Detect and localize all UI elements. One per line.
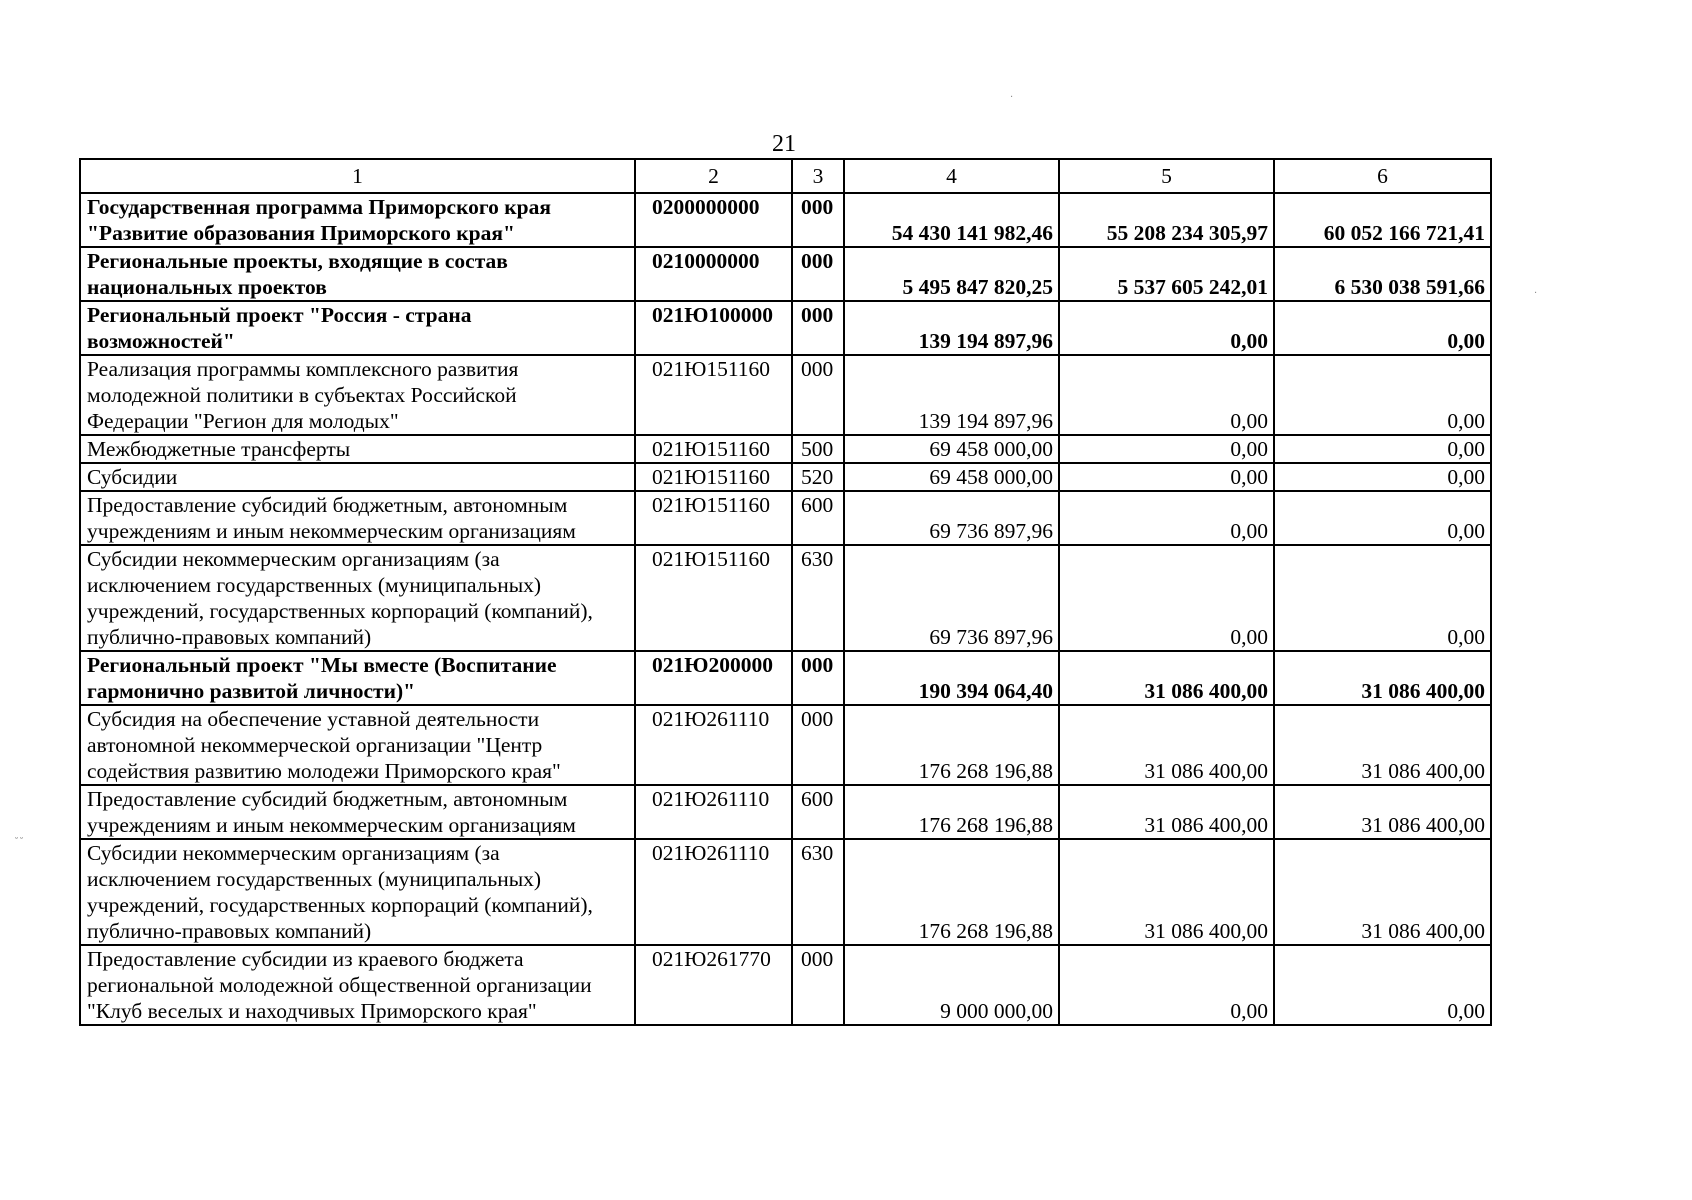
- item-name: [80, 301, 635, 355]
- item-name-line: учреждений, государственных корпораций (компаний),: [87, 893, 593, 917]
- header-cell-4: 4: [844, 159, 1059, 193]
- amount-col-5: 5 537 605 242,01: [1059, 247, 1274, 301]
- target-code: 021Ю151160: [635, 463, 792, 491]
- table-row: [80, 785, 1491, 839]
- target-code: 021Ю151160: [635, 355, 792, 435]
- target-code: 021Ю261110: [635, 839, 792, 945]
- table-row: [80, 945, 1491, 1025]
- item-name-line: Государственная программа Приморского края: [87, 195, 552, 219]
- amount-col-5: 0,00: [1059, 355, 1274, 435]
- amount-col-6: 31 086 400,00: [1274, 785, 1491, 839]
- item-name: [80, 463, 635, 491]
- table-row: [80, 193, 1491, 247]
- item-name-line: Предоставление субсидий бюджетным, автономным: [87, 787, 568, 811]
- amount-col-5: 31 086 400,00: [1059, 785, 1274, 839]
- header-cell-3: 3: [792, 159, 844, 193]
- amount-col-5: 0,00: [1059, 945, 1274, 1025]
- item-name-line: учреждений, государственных корпораций (компаний),: [87, 599, 593, 623]
- amount-col-5: 0,00: [1059, 435, 1274, 463]
- amount-col-6: 31 086 400,00: [1274, 839, 1491, 945]
- table-row: [80, 651, 1491, 705]
- amount-col-6: 6 530 038 591,66: [1274, 247, 1491, 301]
- expense-type-code: 000: [792, 651, 844, 705]
- item-name-line: Региональные проекты, входящие в состав: [87, 249, 508, 273]
- item-name-line: возможностей": [87, 329, 235, 353]
- expense-type-code: 000: [792, 945, 844, 1025]
- scan-speck: ·: [1534, 288, 1538, 299]
- expense-type-code: 000: [792, 355, 844, 435]
- table-row: [80, 435, 1491, 463]
- target-code: 021Ю100000: [635, 301, 792, 355]
- scan-speck: ˘˘: [14, 837, 24, 848]
- item-name-line: Субсидия на обеспечение уставной деятельности: [87, 707, 540, 731]
- item-name-line: региональной молодежной общественной организации: [87, 973, 592, 997]
- expense-type-code: 000: [792, 301, 844, 355]
- table-row: [80, 491, 1491, 545]
- item-name-line: Предоставление субсидий бюджетным, автономным: [87, 493, 568, 517]
- target-code: 021Ю261110: [635, 785, 792, 839]
- amount-col-4: 139 194 897,96: [844, 301, 1059, 355]
- header-cell-2: 2: [635, 159, 792, 193]
- item-name-line: "Клуб веселых и находчивых Приморского края": [87, 999, 537, 1023]
- expense-type-code: 500: [792, 435, 844, 463]
- item-name-line: "Развитие образования Приморского края": [87, 221, 515, 245]
- item-name: [80, 651, 635, 705]
- item-name: [80, 785, 635, 839]
- header-cell-6: 6: [1274, 159, 1491, 193]
- target-code: 021Ю151160: [635, 491, 792, 545]
- amount-col-6: 0,00: [1274, 301, 1491, 355]
- amount-col-4: 69 458 000,00: [844, 463, 1059, 491]
- item-name-line: Субсидии некоммерческим организациям (за: [87, 547, 500, 571]
- amount-col-5: 31 086 400,00: [1059, 839, 1274, 945]
- amount-col-6: 0,00: [1274, 435, 1491, 463]
- item-name-line: исключением государственных (муниципальных): [87, 573, 542, 597]
- item-name-line: исключением государственных (муниципальных): [87, 867, 542, 891]
- header-row: [80, 159, 1491, 193]
- amount-col-5: 31 086 400,00: [1059, 651, 1274, 705]
- amount-col-5: 31 086 400,00: [1059, 705, 1274, 785]
- item-name: [80, 705, 635, 785]
- amount-col-4: 176 268 196,88: [844, 839, 1059, 945]
- amount-col-5: 0,00: [1059, 491, 1274, 545]
- amount-col-5: 0,00: [1059, 545, 1274, 651]
- item-name: [80, 491, 635, 545]
- item-name-line: Субсидии некоммерческим организациям (за: [87, 841, 500, 865]
- item-name: [80, 247, 635, 301]
- table-body: [80, 159, 1491, 1025]
- item-name: [80, 435, 635, 463]
- table-row: [80, 705, 1491, 785]
- amount-col-6: 60 052 166 721,41: [1274, 193, 1491, 247]
- item-name-line: Региональный проект "Россия - страна: [87, 303, 472, 327]
- amount-col-5: 0,00: [1059, 463, 1274, 491]
- item-name-line: Предоставление субсидии из краевого бюджета: [87, 947, 524, 971]
- target-code: 021Ю261770: [635, 945, 792, 1025]
- item-name-line: Федерации "Регион для молодых": [87, 409, 399, 433]
- item-name-line: учреждениям и иным некоммерческим организациям: [87, 519, 576, 543]
- item-name-line: публично-правовых компаний): [87, 919, 372, 943]
- item-name-line: национальных проектов: [87, 275, 327, 299]
- amount-col-4: 69 736 897,96: [844, 545, 1059, 651]
- target-code: 021Ю151160: [635, 545, 792, 651]
- item-name-line: содействия развитию молодежи Приморского края": [87, 759, 561, 783]
- amount-col-4: 69 736 897,96: [844, 491, 1059, 545]
- amount-col-5: 55 208 234 305,97: [1059, 193, 1274, 247]
- amount-col-4: 9 000 000,00: [844, 945, 1059, 1025]
- amount-col-4: 54 430 141 982,46: [844, 193, 1059, 247]
- amount-col-4: 176 268 196,88: [844, 785, 1059, 839]
- amount-col-4: 176 268 196,88: [844, 705, 1059, 785]
- expense-type-code: 000: [792, 247, 844, 301]
- table-row: [80, 301, 1491, 355]
- expense-type-code: 630: [792, 545, 844, 651]
- amount-col-6: 31 086 400,00: [1274, 705, 1491, 785]
- amount-col-4: 190 394 064,40: [844, 651, 1059, 705]
- item-name-line: молодежной политики в субъектах Российской: [87, 383, 517, 407]
- table-row: [80, 463, 1491, 491]
- header-cell-1: 1: [80, 159, 635, 193]
- item-name-line: Реализация программы комплексного развития: [87, 357, 519, 381]
- page-number: 21: [772, 131, 796, 157]
- amount-col-6: 31 086 400,00: [1274, 651, 1491, 705]
- amount-col-6: 0,00: [1274, 463, 1491, 491]
- item-name: [80, 355, 635, 435]
- expense-type-code: 630: [792, 839, 844, 945]
- item-name: [80, 839, 635, 945]
- table-row: [80, 545, 1491, 651]
- table-row: [80, 247, 1491, 301]
- amount-col-6: 0,00: [1274, 355, 1491, 435]
- expense-type-code: 520: [792, 463, 844, 491]
- item-name: [80, 193, 635, 247]
- expense-type-code: 600: [792, 491, 844, 545]
- item-name-line: гармонично развитой личности)": [87, 679, 416, 703]
- scan-speck: ·: [1010, 92, 1014, 103]
- expense-type-code: 000: [792, 193, 844, 247]
- expense-type-code: 600: [792, 785, 844, 839]
- item-name-line: Субсидии: [87, 465, 178, 489]
- amount-col-4: 69 458 000,00: [844, 435, 1059, 463]
- item-name-line: Межбюджетные трансферты: [87, 437, 351, 461]
- target-code: 0210000000: [635, 247, 792, 301]
- target-code: 021Ю200000: [635, 651, 792, 705]
- target-code: 021Ю151160: [635, 435, 792, 463]
- expense-type-code: 000: [792, 705, 844, 785]
- table-row: [80, 355, 1491, 435]
- amount-col-6: 0,00: [1274, 491, 1491, 545]
- item-name-line: автономной некоммерческой организации "Центр: [87, 733, 543, 757]
- target-code: 021Ю261110: [635, 705, 792, 785]
- amount-col-4: 139 194 897,96: [844, 355, 1059, 435]
- item-name-line: публично-правовых компаний): [87, 625, 372, 649]
- target-code: 0200000000: [635, 193, 792, 247]
- amount-col-5: 0,00: [1059, 301, 1274, 355]
- budget-table: [79, 158, 1492, 1026]
- item-name: [80, 545, 635, 651]
- item-name-line: Региональный проект "Мы вместе (Воспитание: [87, 653, 557, 677]
- amount-col-6: 0,00: [1274, 545, 1491, 651]
- table-row: [80, 839, 1491, 945]
- amount-col-6: 0,00: [1274, 945, 1491, 1025]
- item-name: [80, 945, 635, 1025]
- item-name-line: учреждениям и иным некоммерческим организациям: [87, 813, 576, 837]
- amount-col-4: 5 495 847 820,25: [844, 247, 1059, 301]
- header-cell-5: 5: [1059, 159, 1274, 193]
